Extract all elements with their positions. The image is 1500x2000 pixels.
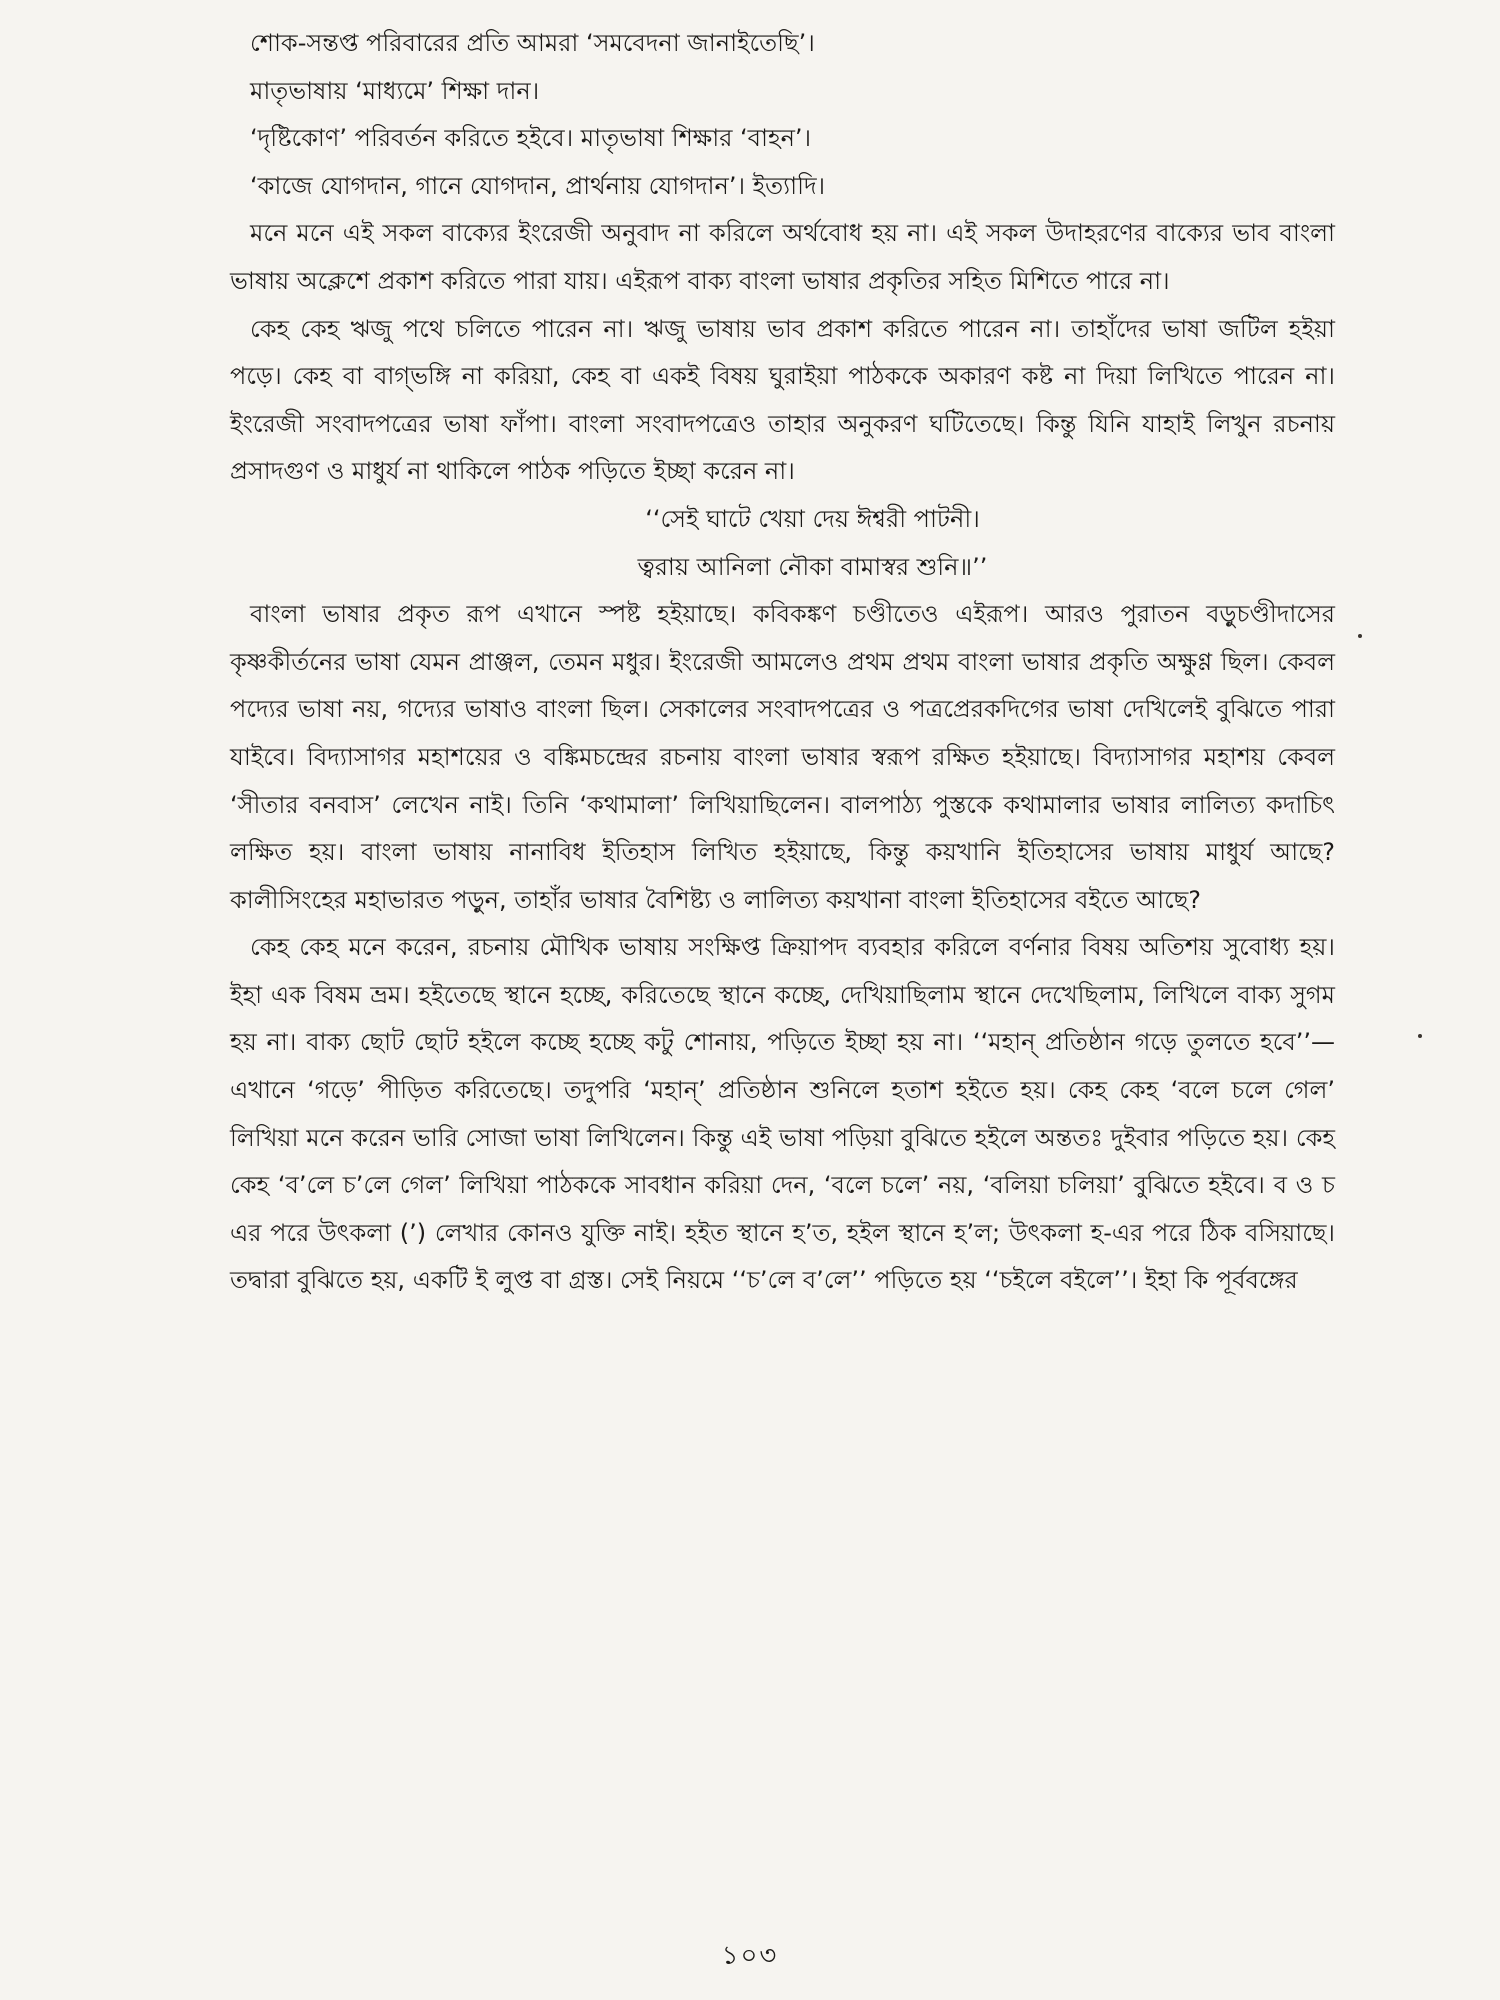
example-line: ‘দৃষ্টিকোণ’ পরিবর্তন করিতে হইবে। মাতৃভাষা শিক্ষার ‘বাহন’। — [250, 124, 812, 153]
ink-speck — [1358, 634, 1362, 638]
paragraph: মনে মনে এই সকল বাক্যের ইংরেজী অনুবাদ না করিলে অর্থবোধ হয় না। এই সকল উদাহরণের বাক্যের ভাব বাংলা ভাষায় অক্লেশে প্রকাশ করিতে পারা যায়। এইরূপ বাক্য বাংলা ভাষার প্রকৃতির সহিত মিশিতে পারে না। — [230, 219, 1335, 295]
verse-line: ত্বরায় আনিলা নৌকা বামাস্বর শুনি॥’’ — [637, 552, 988, 581]
example-line: ‘কাজে যোগদান, গানে যোগদান, প্রার্থনায় যোগদান’। ইত্যাদি। — [250, 171, 826, 200]
verse-quote — [230, 496, 1335, 591]
example-line: মাতৃভাষায় ‘মাধ্যমে’ শিক্ষা দান। — [250, 76, 540, 105]
paragraph: বাংলা ভাষার প্রকৃত রূপ এখানে স্পষ্ট হইয়াছে। কবিকঙ্কণ চণ্ডীতেও এইরূপ। আরও পুরাতন বড়ুচণ্ডীদাসের কৃষ্ণকীর্তনের ভাষা যেমন প্রাঞ্জল, তেমন মধুর। ইংরেজী আমলেও প্রথম প্রথম বাংলা ভাষার প্রকৃতি অক্ষুণ্ণ ছিল। কেবল পদ্যের ভাষা নয়, গদ্যের ভাষাও বাংলা ছিল। সেকালের সংবাদপত্রের ও পত্রপ্রেরকদিগের ভাষা দেখিলেই বুঝিতে পারা যাইবে। বিদ্যাসাগর মহাশয়ের ও বঙ্কিমচন্দ্রের রচনায় বাংলা ভাষার স্বরূপ রক্ষিত হইয়াছে। বিদ্যাসাগর মহাশয় কেবল ‘সীতার বনবাস’ লেখেন নাই। তিনি ‘কথামালা’ লিখিয়াছিলেন। বালপাঠ্য পুস্তকে কথামালার ভাষার লালিত্য কদাচিৎ লক্ষিত হয়। বাংলা ভাষায় নানাবিধ ইতিহাস লিখিত হইয়াছে, কিন্তু কয়খানি ইতিহাসের ভাষায় মাধুর্য আছে? কালীসিংহের মহাভারত পড়ুন, তাহাঁর ভাষার বৈশিষ্ট্য ও লালিত্য কয়খানা বাংলা ইতিহাসের বইতে আছে? — [230, 600, 1335, 914]
example-line: শোক-সন্তপ্ত পরিবারের প্রতি আমরা ‘সমবেদনা জানাইতেছি’। — [250, 29, 815, 57]
page-text — [230, 20, 1335, 1305]
paragraph: কেহ কেহ ঋজু পথে চলিতে পারেন না। ঋজু ভাষায় ভাব প্রকাশ করিতে পারেন না। তাহাঁদের ভাষা জটিল হইয়া পড়ে। কেহ বা বাগ্‌ভঙ্গি না করিয়া, কেহ বা একই বিষয় ঘুরাইয়া পাঠককে অকারণ কষ্ট না দিয়া লিখিতে পারেন না। ইংরেজী সংবাদপত্রের ভাষা ফাঁপা। বাংলা সংবাদপত্রেও তাহার অনুকরণ ঘটিতেছে। কিন্তু যিনি যাহাই লিখুন রচনায় প্রসাদগুণ ও মাধুর্য না থাকিলে পাঠক পড়িতে ইচ্ছা করেন না। — [230, 314, 1335, 486]
ink-speck — [1418, 1034, 1422, 1038]
page-number: ১০৩ — [721, 1941, 779, 1971]
verse-line: ‘‘সেই ঘাটে খেয়া দেয় ঈশ্বরী পাটনী। — [645, 504, 980, 533]
paragraph: কেহ কেহ মনে করেন, রচনায় মৌখিক ভাষায় সংক্ষিপ্ত ক্রিয়াপদ ব্যবহার করিলে বর্ণনার বিষয় অতিশয় সুবোধ্য হয়। ইহা এক বিষম ভ্রম। হইতেছে স্থানে হচ্ছে, করিতেছে স্থানে কচ্ছে, দেখিয়াছিলাম স্থানে দেখেছিলাম, লিখিলে বাক্য সুগম হয় না। বাক্য ছোট ছোট হইলে কচ্ছে হচ্ছে কটু শোনায়, পড়িতে ইচ্ছা হয় না। ‘‘মহান্ প্রতিষ্ঠান গড়ে তুলতে হবে’’—এখানে ‘গড়ে’ পীড়িত করিতেছে। তদুপরি ‘মহান্’ প্রতিষ্ঠান শুনিলে হতাশ হইতে হয়। কেহ কেহ ‘বলে চলে গেল’ লিখিয়া মনে করেন ভারি সোজা ভাষা লিখিলেন। কিন্তু এই ভাষা পড়িয়া বুঝিতে হইলে অন্ততঃ দুইবার পড়িতে হয়। কেহ কেহ ‘ব’লে চ’লে গেল’ লিখিয়া পাঠককে সাবধান করিয়া দেন, ‘বলে চলে’ নয়, ‘বলিয়া চলিয়া’ বুঝিতে হইবে। ব ও চ এর পরে উৎকলা (’) লেখার কোনও যুক্তি নাই। হইত স্থানে হ’ত, হইল স্থানে হ’ল; উৎকলা হ-এর পরে ঠিক বসিয়াছে। তদ্বারা বুঝিতে হয়, একটি ই লুপ্ত বা গ্রস্ত। সেই নিয়মে ‘‘চ’লে ব’লে’’ পড়িতে হয় ‘‘চইলে বইলে’’। ইহা কি পূর্ববঙ্গের — [230, 933, 1335, 1295]
